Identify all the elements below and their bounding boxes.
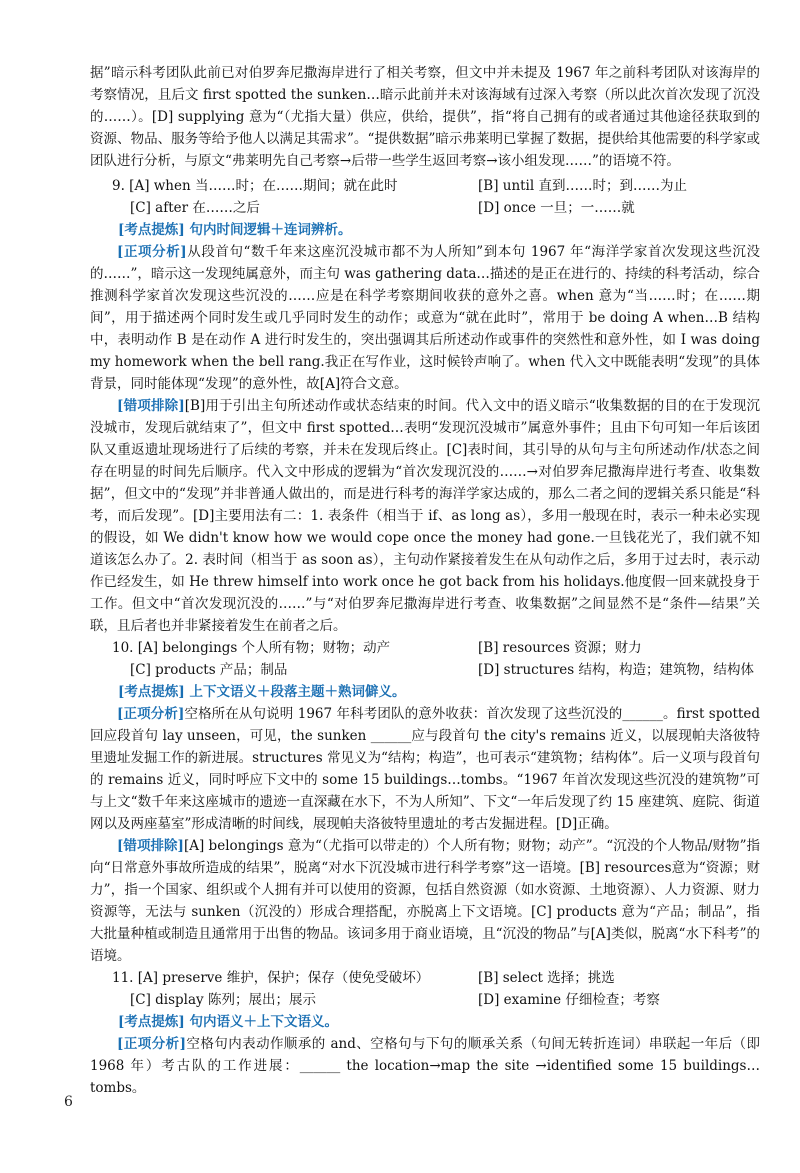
q9-option-a: 9. [A] when 当……时；在……期间；就在此时: [112, 178, 398, 194]
q10-option-d: [D] structures 结构，构造；建筑物，结构体: [478, 662, 754, 678]
q9-option-c: [C] after 在……之后: [130, 200, 260, 216]
q11-option-d: [D] examine 仔细检查；考察: [478, 992, 660, 1008]
q10-option-b: [B] resources 资源；财力: [478, 640, 642, 656]
intro-paragraph: 据”暗示科考团队此前已对伯罗奔尼撒海岸进行了相关考察，但文中并未提及 1967 年之前科考团队对该海岸的考察情况，且后文 first spotted the sunken…暗示此前并未对该海域有过深入考察（所以此次首次发现了沉没的……）。[D] supplying 意为“（尤指大量）供应，供给，提供”，指“将自己拥有的或者通过其他途径获取到的资源、物品、服务等给予他人以满足其需求”。“提供数据”暗示弗莱明已掌握了数据，提供给其他需要的科学家或团队进行分析，与原文“弗莱明先自己考察→后带一些学生返回考察→该小组发现……”的语境不符。: [90, 65, 760, 169]
q10-options-row-1: [90, 637, 760, 659]
q11-option-c: [C] display 陈列；展出；展示: [130, 992, 316, 1008]
q10-key-point-tag: [考点提炼]: [118, 684, 185, 700]
q10-correct-analysis: [90, 703, 760, 835]
q9-key-point: [90, 219, 760, 241]
q10-option-a: 10. [A] belongings 个人所有物；财物；动产: [112, 640, 391, 656]
q9-option-b: [B] until 直到……时；到……为止: [478, 178, 687, 194]
q11-correct-analysis: [90, 1033, 760, 1099]
q10-correct-text: 空格所在从句说明 1967 年科考团队的意外收获：首次发现了这些沉没的______。first spotted 回应段首句 lay unseen，可见，the sunken ______应与段首句 the city's remains 近义，以展现帕夫洛彼特里遗址发掘工作的新进展。structures 常见义为“结构；构造”，也可表示“建筑物；结构体”。后一义项与段首句的 remains 近义，同时呼应下文中的 some 15 buildings…tombs。“1967 年首次发现这些沉没的建筑物”可与上文“数千年来这座城市的遗迹一直深藏在水下，不为人所知”、下文“一年后发现了约 15 座建筑、庭院、街道网以及两座墓室”形成清晰的时间线，展现帕夫洛彼特里遗址的考古发掘进程。[D]正确。: [90, 706, 760, 832]
q11-options-row-2: [90, 989, 760, 1011]
q11-key-point: [90, 1011, 760, 1033]
q11-option-a: 11. [A] preserve 维护，保护；保存（使免受破坏）: [112, 970, 430, 986]
q9-key-point-tag: [考点提炼]: [118, 222, 185, 238]
q10-wrong-tag: [错项排除]: [117, 838, 184, 854]
q9-options-row-2: [90, 197, 760, 219]
q10-wrong-text: [A] belongings 意为“（尤指可以带走的）个人所有物；财物；动产”。“沉没的个人物品/财物”指向“日常意外事故所造成的结果”，脱离“对水下沉没城市进行科学考察”这一语境。[B] resources意为“资源；财力”，指一个国家、组织或个人拥有并可以使用的资源，包括自然资源（如水资源、土地资源）、人力资源、财力资源等，无法与 sunken（沉没的）形成合理搭配，亦脱离上下文语境。[C] products 意为“产品；制品”，指大批量种植或制造且通常用于出售的物品。该词多用于商业语境，且“沉没的物品”与[A]类似，脱离“水下科考”的语境。: [90, 838, 761, 964]
q9-wrong-analysis: [90, 395, 760, 637]
q9-correct-text: 从段首句“数千年来这座沉没城市都不为人所知”到本句 1967 年“海洋学家首次发现这些沉没的……”，暗示这一发现纯属意外，而主句 was gathering data…描述的是正在进行的、持续的科考活动，综合推测科学家首次发现这些沉没的……应是在科学考察期间收获的意外之喜。when 意为“当……时；在……期间”，用于描述两个同时发生或几乎同时发生的动作；或意为“就在此时”，常用于 be doing A when…B 结构中，表明动作 B 是在动作 A 进行时发生的，突出强调其后所述动作或事件的突然性和意外性，如 I was doing my homework when the bell rang.我正在写作业，这时候铃声响了。when 代入文中既能表明“发现”的具体背景，同时能体现“发现”的意外性，故[A]符合文意。: [90, 244, 760, 392]
q9-correct-analysis: [90, 241, 760, 395]
q10-key-point-text: 上下文语义＋段落主题＋熟词僻义。: [189, 684, 406, 700]
q11-key-point-tag: [考点提炼]: [118, 1014, 185, 1030]
q9-correct-tag: [正项分析]: [117, 244, 187, 260]
page-body: [90, 62, 760, 1099]
q11-options-row-1: [90, 967, 760, 989]
q9-wrong-text: [B]用于引出主句所述动作或状态结束的时间。代入文中的语义暗示“收集数据的目的在于发现沉没城市，发现后就结束了”，但文中 first spotted…表明“发现沉没城市”属意外事件；且由下句可知一年后该团队又重返遗址现场进行了后续的考察，并未在发现后终止。[C]表时间，其引导的从句与主句所述动作/状态之间存在明显的时间先后顺序。代入文中形成的逻辑为“首次发现沉没的……→对伯罗奔尼撒海岸进行考查、收集数据”，但文中的“发现”并非普通人做出的，而是进行科考的海洋学家达成的，那么二者之间的逻辑关系只能是“科考，而后发现”。[D]主要用法有二：1. 表条件（相当于 if、as long as），多用一般现在时，表示一种未必实现的假设，如 We didn't know how we would cope once the money had gone.一旦钱花光了，我们就不知道该怎么办了。2. 表时间（相当于 as soon as），主句动作紧接着发生在从句动作之后，多用于过去时，表示动作已经发生，如 He threw himself into work once he got back from his holidays.他度假一回来就投身于工作。但文中“首次发现沉没的……”与“对伯罗奔尼撒海岸进行考查、收集数据”之间显然不是“条件—结果”关联，且后者也并非紧接着发生在前者之后。: [90, 398, 761, 634]
page-number: 6: [64, 1094, 73, 1110]
q10-options-row-2: [90, 659, 760, 681]
q11-key-point-text: 句内语义＋上下文语义。: [189, 1014, 338, 1030]
q11-option-b: [B] select 选择；挑选: [478, 970, 615, 986]
q9-wrong-tag: [错项排除]: [117, 398, 185, 414]
q10-wrong-analysis: [90, 835, 760, 967]
q10-correct-tag: [正项分析]: [117, 706, 185, 722]
q10-option-c: [C] products 产品；制品: [130, 662, 288, 678]
q11-correct-text: 空格句内表动作顺承的 and、空格句与下句的顺承关系（句间无转折连词）串联起一年后（即 1968 年）考古队的工作进展：______ the location→map the site →identified some 15 buildings…tombs。: [90, 1036, 760, 1096]
q10-key-point: [90, 681, 760, 703]
q9-key-point-text: 句内时间逻辑＋连词辨析。: [189, 222, 352, 238]
q9-options-row-1: [90, 175, 760, 197]
q11-correct-tag: [正项分析]: [117, 1036, 186, 1052]
q9-option-d: [D] once 一旦；一……就: [478, 200, 635, 216]
